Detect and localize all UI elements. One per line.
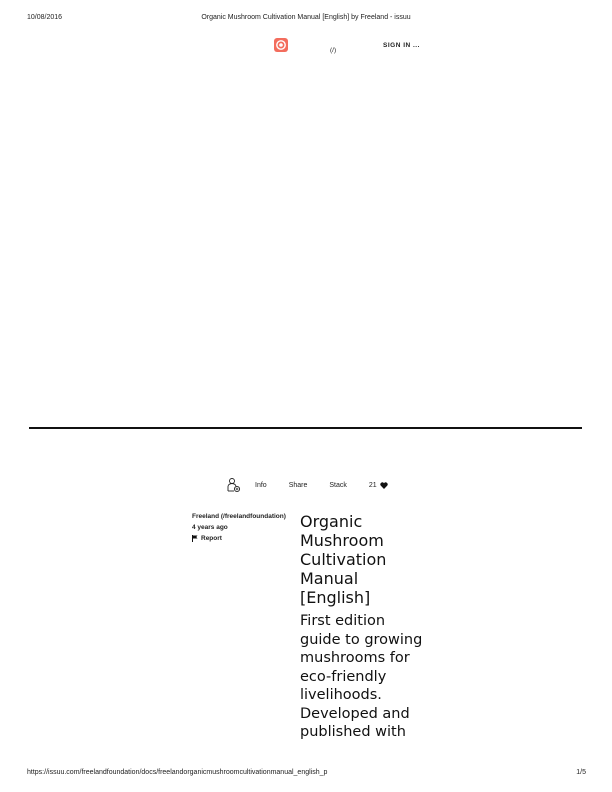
info-tab[interactable]: Info	[255, 481, 267, 489]
share-button[interactable]: Share	[288, 481, 308, 489]
stack-button[interactable]: Stack	[329, 481, 347, 489]
home-link[interactable]: (/)	[330, 47, 337, 54]
document-description: First edition guide to growing mushrooms for eco-friendly livelihoods. Developed and published with	[300, 613, 423, 740]
heart-icon	[380, 482, 388, 489]
print-date: 10/08/2016	[27, 14, 63, 21]
flag-icon	[192, 535, 198, 542]
print-url: https://issuu.com/freelandfoundation/docs/freelandorganicmushroomcultivationmanual_english_p	[27, 769, 328, 776]
print-page-number: 1/5	[576, 769, 586, 776]
like-button[interactable]	[369, 482, 388, 489]
print-page-title: Organic Mushroom Cultivation Manual [English] by Freeland - issuu	[201, 14, 411, 21]
issuu-logo-icon[interactable]	[274, 38, 288, 52]
report-label: Report	[201, 535, 222, 542]
document-actions-bar	[225, 477, 388, 493]
report-button[interactable]	[192, 535, 222, 542]
publish-age: 4 years ago	[192, 524, 228, 531]
sign-in-button[interactable]: SIGN IN ...	[383, 42, 420, 49]
add-to-stack-icon[interactable]	[225, 477, 241, 493]
document-title: Organic Mushroom Cultivation Manual [English]	[300, 512, 387, 607]
viewer-divider	[29, 427, 582, 429]
publisher-link[interactable]: Freeland (/freelandfoundation)	[192, 513, 286, 520]
like-count: 21	[368, 481, 377, 489]
